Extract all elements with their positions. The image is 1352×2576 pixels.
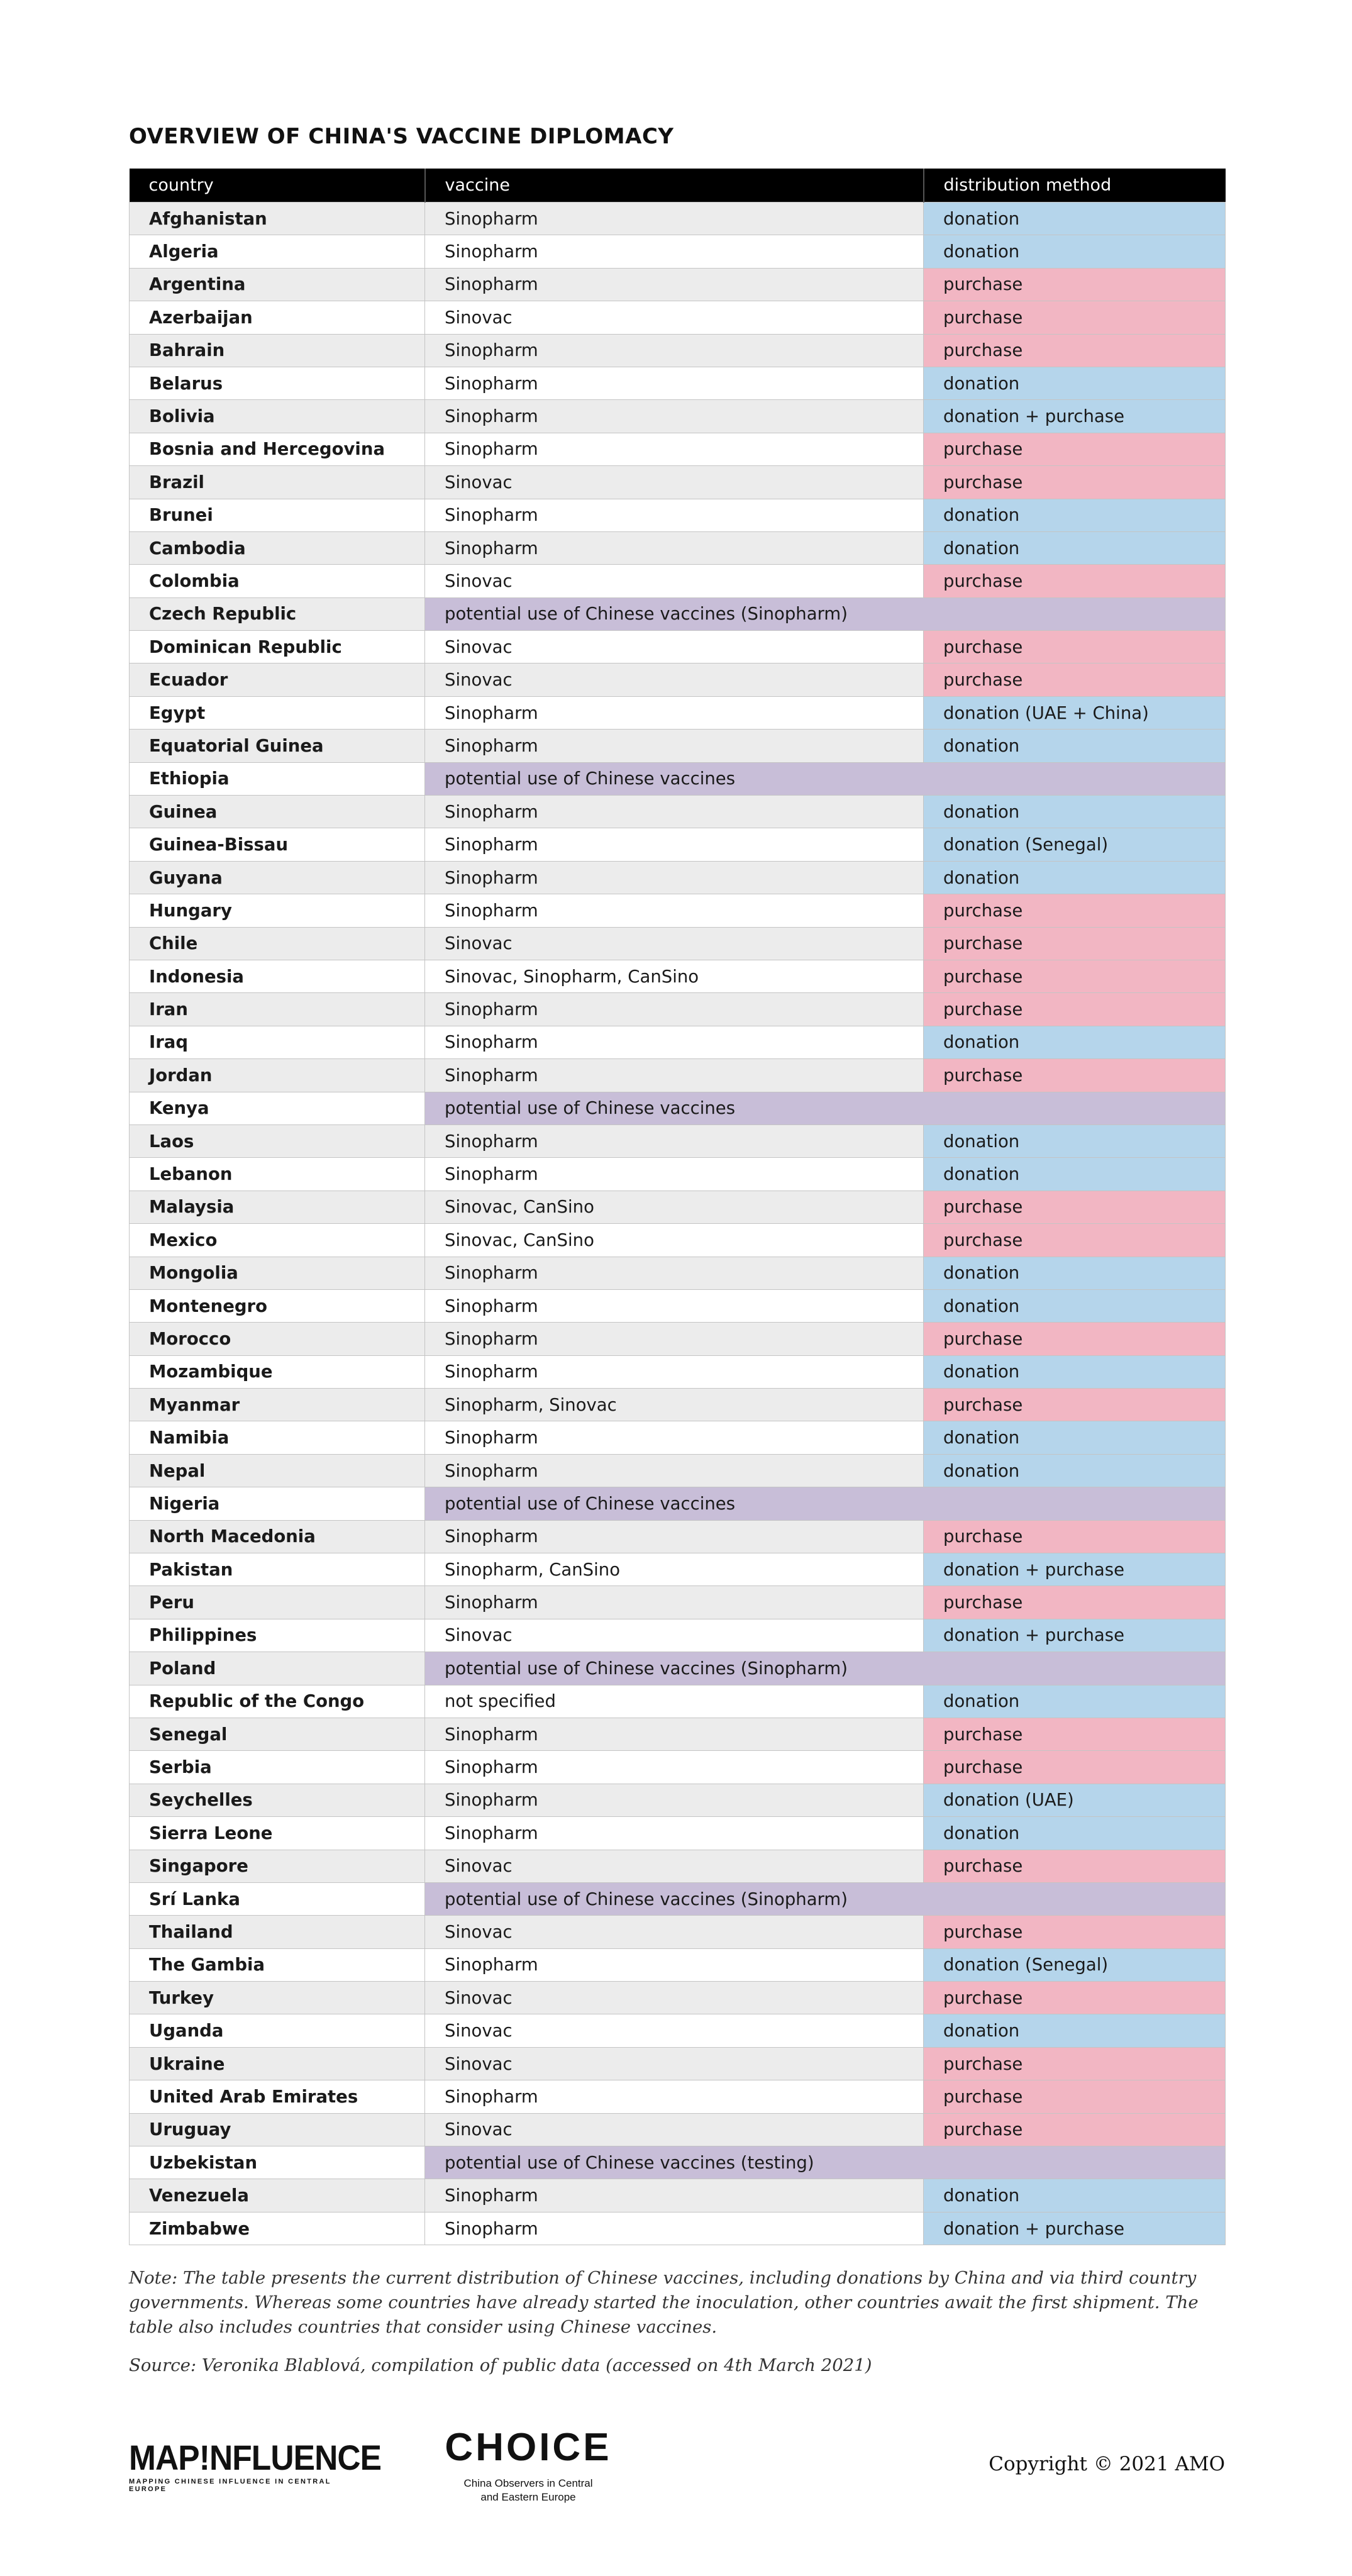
table-row	[130, 1718, 1226, 1750]
vaccine-cell: Sinopharm	[425, 235, 924, 268]
distribution-method-cell: purchase	[924, 2113, 1226, 2146]
country-cell: Singapore	[130, 1850, 425, 1882]
vaccine-table	[129, 169, 1226, 2245]
vaccine-cell: Sinovac, Sinopharm, CanSino	[425, 960, 924, 992]
country-cell: Afghanistan	[130, 203, 425, 235]
country-cell: Iraq	[130, 1026, 425, 1058]
table-row	[130, 1421, 1226, 1454]
table-row	[130, 1520, 1226, 1553]
vaccine-cell: Sinopharm	[425, 796, 924, 828]
distribution-method-cell: donation + purchase	[924, 1619, 1226, 1652]
table-row	[130, 960, 1226, 992]
table-row	[130, 1882, 1226, 1915]
potential-use-cell: potential use of Chinese vaccines (testing)	[425, 2146, 1226, 2179]
country-cell: Iran	[130, 993, 425, 1026]
distribution-method-cell: purchase	[924, 631, 1226, 663]
country-cell: Philippines	[130, 1619, 425, 1652]
table-row	[130, 1751, 1226, 1784]
distribution-method-cell: donation	[924, 1289, 1226, 1322]
distribution-method-cell: purchase	[924, 960, 1226, 992]
country-cell: Laos	[130, 1124, 425, 1157]
distribution-method-cell: purchase	[924, 1389, 1226, 1421]
vaccine-cell: Sinopharm	[425, 730, 924, 762]
vaccine-cell: Sinovac, CanSino	[425, 1224, 924, 1257]
vaccine-cell: Sinovac	[425, 2014, 924, 2047]
potential-use-cell: potential use of Chinese vaccines (Sinopharm)	[425, 1882, 1226, 1915]
mapinfluence-logo-tagline: MAPPING CHINESE INFLUENCE IN CENTRAL EUROPE	[129, 2478, 331, 2493]
table-row	[130, 1619, 1226, 1652]
table-row	[130, 301, 1226, 334]
vaccine-cell: Sinopharm	[425, 1454, 924, 1487]
distribution-method-cell: purchase	[924, 663, 1226, 696]
vaccine-cell: Sinovac	[425, 565, 924, 597]
distribution-method-cell: purchase	[924, 1520, 1226, 1553]
distribution-method-cell: purchase	[924, 1586, 1226, 1619]
distribution-method-cell: donation (Senegal)	[924, 1948, 1226, 1981]
distribution-method-cell: donation	[924, 861, 1226, 894]
distribution-method-cell: donation (UAE)	[924, 1784, 1226, 1816]
country-cell: Peru	[130, 1586, 425, 1619]
vaccine-cell: Sinopharm	[425, 1124, 924, 1157]
distribution-method-cell: donation	[924, 2179, 1226, 2212]
distribution-method-cell: purchase	[924, 301, 1226, 334]
table-row	[130, 1026, 1226, 1058]
vaccine-cell: Sinopharm	[425, 531, 924, 564]
vaccine-cell: Sinopharm	[425, 828, 924, 861]
vaccine-cell: Sinopharm	[425, 400, 924, 433]
table-row	[130, 631, 1226, 663]
country-cell: Pakistan	[130, 1553, 425, 1586]
country-cell: Malaysia	[130, 1191, 425, 1223]
country-cell: Nepal	[130, 1454, 425, 1487]
vaccine-cell: Sinopharm, Sinovac	[425, 1389, 924, 1421]
table-note: Note: The table presents the current distribution of Chinese vaccines, including donations by China and via third country governments. Whereas some countries have already started the inoculation, other countries await the first shipment. The table also includes countries that consider using Chinese vaccines.	[129, 2268, 1199, 2337]
country-cell: Lebanon	[130, 1158, 425, 1191]
vaccine-cell: Sinopharm	[425, 1323, 924, 1355]
vaccine-cell: Sinopharm	[425, 499, 924, 531]
vaccine-cell: Sinopharm	[425, 1948, 924, 1981]
vaccine-cell: Sinopharm	[425, 2080, 924, 2113]
table-row	[130, 1784, 1226, 1816]
vaccine-cell: Sinovac	[425, 2113, 924, 2146]
distribution-method-cell: purchase	[924, 565, 1226, 597]
country-cell: Nigeria	[130, 1487, 425, 1520]
distribution-method-cell: donation + purchase	[924, 2212, 1226, 2245]
vaccine-cell: Sinopharm	[425, 1586, 924, 1619]
distribution-method-cell: purchase	[924, 1751, 1226, 1784]
table-row	[130, 1916, 1226, 1948]
country-cell: Ecuador	[130, 663, 425, 696]
table-row	[130, 927, 1226, 960]
table-row	[130, 1323, 1226, 1355]
vaccine-cell: Sinopharm	[425, 203, 924, 235]
country-cell: Mongolia	[130, 1257, 425, 1289]
table-row	[130, 1059, 1226, 1092]
table-row	[130, 367, 1226, 399]
country-cell: Azerbaijan	[130, 301, 425, 334]
country-cell: Guinea-Bissau	[130, 828, 425, 861]
choice-logo-text: CHOICE	[445, 2426, 612, 2469]
mapinfluence-logo	[129, 2438, 382, 2493]
vaccine-cell: Sinovac	[425, 927, 924, 960]
country-cell: Hungary	[130, 894, 425, 927]
country-cell: Senegal	[130, 1718, 425, 1750]
table-row	[130, 531, 1226, 564]
vaccine-cell: Sinopharm	[425, 1158, 924, 1191]
table-row	[130, 1685, 1226, 1718]
vaccine-cell: Sinopharm	[425, 1520, 924, 1553]
country-cell: Brunei	[130, 499, 425, 531]
distribution-method-cell: donation	[924, 203, 1226, 235]
table-row	[130, 2080, 1226, 2113]
table-row	[130, 828, 1226, 861]
country-cell: Venezuela	[130, 2179, 425, 2212]
potential-use-cell: potential use of Chinese vaccines	[425, 1487, 1226, 1520]
table-row	[130, 762, 1226, 795]
potential-use-cell: potential use of Chinese vaccines (Sinopharm)	[425, 597, 1226, 630]
country-cell: Morocco	[130, 1323, 425, 1355]
vaccine-cell: Sinopharm	[425, 1026, 924, 1058]
header-vaccine: vaccine	[425, 169, 924, 203]
country-cell: North Macedonia	[130, 1520, 425, 1553]
country-cell: Ukraine	[130, 2047, 425, 2080]
potential-use-cell: potential use of Chinese vaccines	[425, 762, 1226, 795]
vaccine-cell: Sinopharm	[425, 1817, 924, 1850]
table-row	[130, 597, 1226, 630]
country-cell: Srí Lanka	[130, 1882, 425, 1915]
country-cell: Guinea	[130, 796, 425, 828]
vaccine-cell: Sinopharm	[425, 993, 924, 1026]
table-row	[130, 499, 1226, 531]
country-cell: Bolivia	[130, 400, 425, 433]
distribution-method-cell: donation + purchase	[924, 400, 1226, 433]
country-cell: Mexico	[130, 1224, 425, 1257]
distribution-method-cell: purchase	[924, 1323, 1226, 1355]
vaccine-cell: Sinopharm	[425, 1059, 924, 1092]
table-row	[130, 203, 1226, 235]
potential-use-cell: potential use of Chinese vaccines (Sinopharm)	[425, 1652, 1226, 1685]
country-cell: Cambodia	[130, 531, 425, 564]
distribution-method-cell: donation (UAE + China)	[924, 696, 1226, 729]
country-cell: United Arab Emirates	[130, 2080, 425, 2113]
country-cell: Montenegro	[130, 1289, 425, 1322]
country-cell: Ethiopia	[130, 762, 425, 795]
table-row	[130, 1850, 1226, 1882]
vaccine-cell: Sinopharm	[425, 894, 924, 927]
vaccine-cell: Sinopharm	[425, 433, 924, 465]
distribution-method-cell: donation + purchase	[924, 1553, 1226, 1586]
table-row	[130, 1224, 1226, 1257]
table-row	[130, 1586, 1226, 1619]
distribution-method-cell: purchase	[924, 927, 1226, 960]
choice-tagline-line1: China Observers in Central	[463, 2477, 593, 2489]
table-row	[130, 894, 1226, 927]
choice-logo	[428, 2428, 629, 2504]
country-cell: Czech Republic	[130, 597, 425, 630]
distribution-method-cell: donation	[924, 531, 1226, 564]
vaccine-cell: Sinopharm	[425, 696, 924, 729]
vaccine-cell: Sinopharm	[425, 1751, 924, 1784]
table-row	[130, 400, 1226, 433]
country-cell: Algeria	[130, 235, 425, 268]
vaccine-cell: Sinovac	[425, 2047, 924, 2080]
table-row	[130, 565, 1226, 597]
country-cell: Serbia	[130, 1751, 425, 1784]
table-row	[130, 663, 1226, 696]
country-cell: Equatorial Guinea	[130, 730, 425, 762]
table-row	[130, 1092, 1226, 1124]
table-row	[130, 1652, 1226, 1685]
table-row	[130, 1948, 1226, 1981]
copyright: Copyright © 2021 AMO	[989, 2453, 1225, 2475]
country-cell: Indonesia	[130, 960, 425, 992]
distribution-method-cell: purchase	[924, 466, 1226, 499]
country-cell: Kenya	[130, 1092, 425, 1124]
vaccine-cell: Sinopharm	[425, 2212, 924, 2245]
table-row	[130, 1817, 1226, 1850]
distribution-method-cell: donation (Senegal)	[924, 828, 1226, 861]
vaccine-cell: Sinopharm, CanSino	[425, 1553, 924, 1586]
country-cell: Poland	[130, 1652, 425, 1685]
header-distribution-method: distribution method	[924, 169, 1226, 203]
country-cell: Republic of the Congo	[130, 1685, 425, 1718]
distribution-method-cell: donation	[924, 1257, 1226, 1289]
distribution-method-cell: purchase	[924, 1982, 1226, 2014]
country-cell: Namibia	[130, 1421, 425, 1454]
vaccine-cell: Sinovac	[425, 1850, 924, 1882]
distribution-method-cell: purchase	[924, 2080, 1226, 2113]
table-row	[130, 433, 1226, 465]
vaccine-cell: Sinopharm	[425, 1784, 924, 1816]
vaccine-cell: Sinopharm	[425, 861, 924, 894]
distribution-method-cell: donation	[924, 1421, 1226, 1454]
table-row	[130, 1487, 1226, 1520]
country-cell: Seychelles	[130, 1784, 425, 1816]
choice-tagline-line2: and Eastern Europe	[480, 2491, 576, 2503]
vaccine-cell: Sinovac	[425, 631, 924, 663]
vaccine-cell: Sinovac	[425, 663, 924, 696]
table-row	[130, 1389, 1226, 1421]
country-cell: The Gambia	[130, 1948, 425, 1981]
country-cell: Belarus	[130, 367, 425, 399]
distribution-method-cell: donation	[924, 499, 1226, 531]
table-row	[130, 730, 1226, 762]
country-cell: Bosnia and Hercegovina	[130, 433, 425, 465]
table-row	[130, 1289, 1226, 1322]
country-cell: Jordan	[130, 1059, 425, 1092]
country-cell: Chile	[130, 927, 425, 960]
choice-logo-tagline	[428, 2477, 629, 2504]
distribution-method-cell: donation	[924, 2014, 1226, 2047]
header-country: country	[130, 169, 425, 203]
vaccine-cell: Sinopharm	[425, 334, 924, 367]
distribution-method-cell: purchase	[924, 1224, 1226, 1257]
table-row	[130, 2113, 1226, 2146]
mapinfluence-logo-text: MAP!NFLUENCE	[129, 2438, 382, 2477]
table-body	[130, 203, 1226, 2245]
country-cell: Uruguay	[130, 2113, 425, 2146]
country-cell: Brazil	[130, 466, 425, 499]
vaccine-cell: Sinopharm	[425, 1289, 924, 1322]
table-row	[130, 993, 1226, 1026]
distribution-method-cell: donation	[924, 1817, 1226, 1850]
distribution-method-cell: donation	[924, 1124, 1226, 1157]
table-row	[130, 696, 1226, 729]
distribution-method-cell: purchase	[924, 1191, 1226, 1223]
distribution-method-cell: donation	[924, 1685, 1226, 1718]
distribution-method-cell: purchase	[924, 1850, 1226, 1882]
potential-use-cell: potential use of Chinese vaccines	[425, 1092, 1226, 1124]
country-cell: Dominican Republic	[130, 631, 425, 663]
country-cell: Colombia	[130, 565, 425, 597]
distribution-method-cell: purchase	[924, 993, 1226, 1026]
table-row	[130, 2212, 1226, 2245]
distribution-method-cell: purchase	[924, 1059, 1226, 1092]
distribution-method-cell: donation	[924, 1454, 1226, 1487]
table-row	[130, 235, 1226, 268]
table-row	[130, 2014, 1226, 2047]
table-row	[130, 466, 1226, 499]
vaccine-cell: Sinopharm	[425, 1355, 924, 1388]
country-cell: Zimbabwe	[130, 2212, 425, 2245]
country-cell: Turkey	[130, 1982, 425, 2014]
vaccine-cell: Sinopharm	[425, 1421, 924, 1454]
vaccine-cell: Sinopharm	[425, 1257, 924, 1289]
vaccine-cell: Sinopharm	[425, 367, 924, 399]
vaccine-cell: Sinovac	[425, 466, 924, 499]
country-cell: Egypt	[130, 696, 425, 729]
table-row	[130, 1454, 1226, 1487]
distribution-method-cell: donation	[924, 235, 1226, 268]
table-row	[130, 861, 1226, 894]
distribution-method-cell: purchase	[924, 2047, 1226, 2080]
country-cell: Thailand	[130, 1916, 425, 1948]
distribution-method-cell: purchase	[924, 334, 1226, 367]
distribution-method-cell: purchase	[924, 1916, 1226, 1948]
country-cell: Uganda	[130, 2014, 425, 2047]
country-cell: Bahrain	[130, 334, 425, 367]
vaccine-cell: Sinopharm	[425, 1718, 924, 1750]
table-row	[130, 2047, 1226, 2080]
source-line: Source: Veronika Blablová, compilation of public data (accessed on 4th March 2021)	[129, 2355, 872, 2375]
distribution-method-cell: donation	[924, 796, 1226, 828]
page-title: OVERVIEW OF CHINA'S VACCINE DIPLOMACY	[129, 124, 674, 149]
table-row	[130, 1124, 1226, 1157]
table-row	[130, 1257, 1226, 1289]
table-row	[130, 2179, 1226, 2212]
vaccine-cell: Sinopharm	[425, 2179, 924, 2212]
country-cell: Uzbekistan	[130, 2146, 425, 2179]
table-row	[130, 1191, 1226, 1223]
table-row	[130, 1355, 1226, 1388]
vaccine-cell: Sinovac	[425, 1619, 924, 1652]
vaccine-cell: Sinovac, CanSino	[425, 1191, 924, 1223]
table-row	[130, 2146, 1226, 2179]
country-cell: Sierra Leone	[130, 1817, 425, 1850]
distribution-method-cell: donation	[924, 1158, 1226, 1191]
table-row	[130, 1158, 1226, 1191]
table-row	[130, 796, 1226, 828]
distribution-method-cell: donation	[924, 1026, 1226, 1058]
distribution-method-cell: purchase	[924, 268, 1226, 301]
vaccine-cell: not specified	[425, 1685, 924, 1718]
vaccine-cell: Sinovac	[425, 1982, 924, 2014]
vaccine-cell: Sinovac	[425, 301, 924, 334]
country-cell: Mozambique	[130, 1355, 425, 1388]
table-row	[130, 1982, 1226, 2014]
distribution-method-cell: purchase	[924, 894, 1226, 927]
country-cell: Argentina	[130, 268, 425, 301]
distribution-method-cell: donation	[924, 730, 1226, 762]
country-cell: Myanmar	[130, 1389, 425, 1421]
table-header	[130, 169, 1226, 203]
vaccine-cell: Sinovac	[425, 1916, 924, 1948]
table-row	[130, 268, 1226, 301]
country-cell: Guyana	[130, 861, 425, 894]
table-row	[130, 1553, 1226, 1586]
distribution-method-cell: purchase	[924, 433, 1226, 465]
distribution-method-cell: donation	[924, 367, 1226, 399]
vaccine-cell: Sinopharm	[425, 268, 924, 301]
table-row	[130, 334, 1226, 367]
distribution-method-cell: donation	[924, 1355, 1226, 1388]
distribution-method-cell: purchase	[924, 1718, 1226, 1750]
